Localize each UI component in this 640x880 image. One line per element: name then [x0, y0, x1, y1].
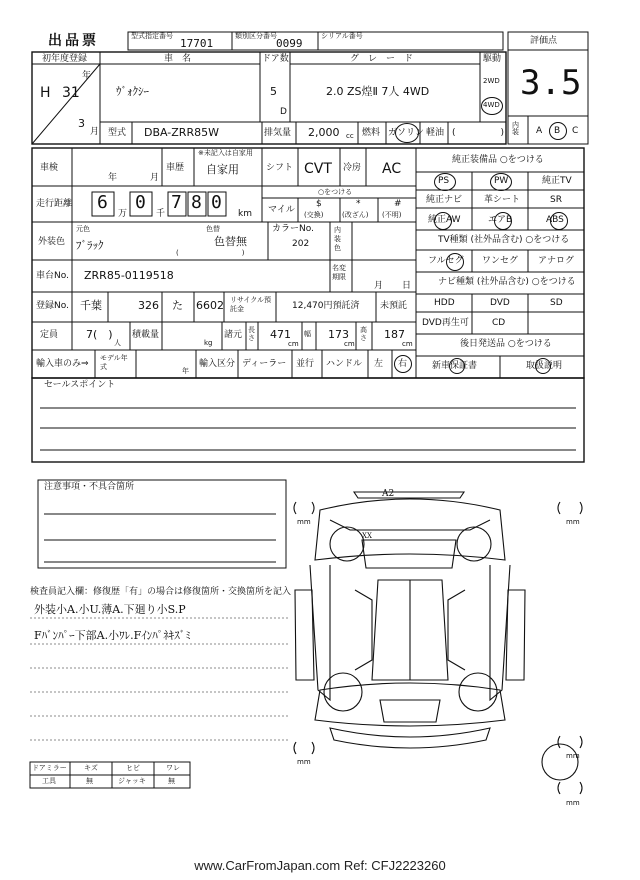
class-no-label: 類別区分番号	[235, 32, 277, 40]
navi-hdd: HDD	[434, 298, 455, 308]
legend-scratch: キズ	[84, 764, 98, 772]
notes-label: 注意事項・不具合箇所	[44, 482, 135, 492]
mileage-exchange-sym: $	[316, 199, 322, 209]
equipment-title: 純正装備品 ○をつける	[452, 155, 544, 165]
fuel-gasoline: ガソリン	[388, 128, 425, 138]
fuel-gasoline-circle	[395, 123, 419, 143]
mileage-digit-4: 8	[191, 192, 202, 213]
name-change-label: 名変期限	[332, 264, 346, 281]
legend-break: ワレ	[166, 764, 180, 772]
fuel-label: 燃料	[362, 128, 381, 138]
load-unit: kg	[204, 339, 213, 347]
equip-aw: 純正AW	[428, 215, 461, 225]
shift-label: シフト	[266, 163, 294, 173]
navi-dvd: DVD	[490, 298, 510, 308]
drive-4wd: 4WD	[483, 101, 500, 109]
mm-front-right: mm	[566, 518, 580, 526]
load-label: 積載量	[132, 330, 160, 340]
type-no-label: 型式指定番号	[131, 32, 173, 40]
mileage-circle-note: ○をつける	[318, 188, 353, 196]
serial-label: シリアル番号	[321, 32, 363, 40]
inspector-note-2: Fﾊﾞﾝﾊﾟｰ下部A.小ﾜﾚ.Fｲﾝﾊﾟﾈｷｽﾞﾐ	[34, 629, 191, 642]
jack-value: 無	[168, 777, 175, 785]
mileage-man: 万	[118, 209, 128, 219]
mileage-digit-3: 7	[171, 192, 182, 213]
inspector-note-1: 外装小A.小U.薄A.下廻り小S.P	[34, 603, 186, 616]
tv-fullseg: フルセグ	[428, 256, 464, 266]
equip-tv: 純正TV	[542, 176, 572, 186]
registration-area: 千葉	[80, 299, 102, 312]
import-label: 輸入車のみ⇒	[36, 359, 89, 369]
score-label: 評価点	[530, 36, 558, 46]
interior-label: 内装	[512, 121, 519, 136]
sales-point-label: セールスポイント	[44, 380, 116, 390]
color-label: 外装色	[38, 237, 66, 247]
history-value: 自家用	[206, 163, 239, 176]
color-code-label: カラーNo.	[272, 224, 314, 234]
equip-leather: 革シート	[484, 195, 521, 205]
not-deposited: 未預託	[380, 301, 408, 311]
model-year-label: モデル年式	[100, 354, 128, 371]
equip-sr: SR	[550, 195, 562, 205]
door-type: D	[280, 107, 287, 117]
class-no: 0099	[276, 37, 303, 50]
mm-front-left: mm	[297, 518, 311, 526]
model-label: 型式	[108, 128, 127, 138]
navi-title: ナビ種類 (社外品含む) ○をつける	[438, 277, 576, 287]
navi-cd: CD	[492, 318, 506, 328]
mileage-sen: 千	[156, 209, 166, 219]
mileage-digit-5: 0	[211, 192, 222, 213]
grade-label: グ レ ー ド	[350, 54, 414, 64]
docs-warranty-circle	[449, 358, 465, 374]
car-name: ｳﾞｫｸｼｰ	[116, 85, 149, 98]
model-year-unit: 年	[182, 367, 189, 375]
tv-fullseg-circle	[446, 253, 464, 271]
recycle-label: リサイクル預託金	[230, 296, 272, 313]
mileage-tamper-sym: *	[356, 199, 361, 209]
capacity-unit: 人	[114, 339, 121, 347]
navi-sd: SD	[550, 298, 563, 308]
jack-label: ジャッキ	[118, 777, 146, 785]
equip-abs-circle	[550, 212, 568, 230]
tv-oneseg: ワンセグ	[482, 256, 519, 266]
mileage-mile: マイル	[268, 205, 295, 215]
equip-ps: PS	[438, 176, 450, 186]
width-unit: cm	[344, 340, 355, 348]
month-unit: 月	[90, 127, 100, 137]
tools-label: 工具	[42, 777, 56, 785]
tv-analog: アナログ	[538, 256, 575, 266]
mileage-unknown-sym: #	[394, 199, 402, 209]
interior-color-label: 内装色	[334, 226, 341, 252]
length-unit: cm	[288, 340, 299, 348]
mileage-digit-1: 6	[97, 192, 108, 213]
equip-abs: ABS	[546, 215, 564, 225]
mm-spare: mm	[566, 799, 580, 807]
model-value: DBA-ZRR85W	[144, 126, 219, 139]
shaken-month-unit: 月	[150, 173, 160, 183]
interior-b-circle	[549, 122, 567, 140]
mileage-label: 走行距離	[36, 199, 73, 209]
equip-pw: PW	[494, 176, 509, 186]
mileage-unit: km	[238, 209, 252, 219]
interior-c: C	[572, 126, 579, 136]
sheet-title: 出品票	[48, 33, 99, 49]
tv-title: TV種類 (社外品含む) ○をつける	[438, 235, 570, 245]
registration-number: 6602	[196, 299, 224, 312]
chassis-no: ZRR85-0119518	[84, 269, 174, 282]
docs-warranty: 新車保証書	[432, 361, 478, 371]
handle-left: 左	[374, 359, 384, 369]
import-dealer: ディーラー	[242, 359, 287, 369]
import-class-label: 輸入区分	[199, 359, 236, 369]
drive-label: 駆動	[483, 54, 502, 64]
mileage-unknown: (不明)	[382, 211, 402, 219]
drive-2wd: 2WD	[483, 77, 500, 85]
fuel-diesel: 軽油	[426, 128, 445, 138]
width-label: 幅	[304, 330, 311, 338]
first-reg-era: H	[40, 85, 51, 101]
shaken-year-unit: 年	[108, 173, 118, 183]
equip-pw-circle	[490, 173, 512, 191]
repaint-value: 色替無	[214, 235, 247, 248]
equip-airbag: エアB	[488, 215, 513, 225]
type-no: 17701	[180, 37, 214, 50]
color-code: 202	[292, 239, 310, 249]
repaint-label: 色替	[206, 225, 220, 233]
width-value: 173	[328, 328, 349, 341]
chassis-label: 車台No.	[36, 271, 69, 281]
displacement-value: 2,000	[308, 126, 340, 139]
equip-navi: 純正ナビ	[426, 195, 463, 205]
docs-manual-circle	[535, 358, 551, 374]
name-change-day: 日	[402, 281, 412, 291]
first-reg-label: 初年度登録	[42, 54, 88, 64]
navi-dvd-play: DVD再生可	[422, 318, 469, 328]
mark-xx: XX	[362, 532, 372, 540]
recycle-value: 12,470円預託済	[292, 301, 360, 311]
doors-value: 5	[270, 85, 277, 98]
registration-label: 登録No.	[36, 301, 69, 311]
length-label: 長さ	[248, 326, 255, 342]
orig-color: ﾌﾞﾗｯｸ	[76, 239, 104, 252]
handle-right: 右	[398, 359, 408, 369]
capacity-value: 7( )	[86, 328, 113, 341]
orig-color-label: 元色	[76, 225, 90, 233]
import-parallel: 並行	[296, 359, 315, 369]
docs-title: 後日発送品 ○をつける	[460, 339, 552, 349]
mileage-tamper: (改ざん)	[342, 211, 369, 219]
first-reg-month: 3	[78, 117, 85, 130]
registration-kana: た	[172, 299, 183, 312]
interior-b: B	[554, 126, 561, 136]
repaint-paren: ( )	[176, 249, 245, 257]
car-diagram	[294, 489, 582, 794]
mm-rear-right: mm	[566, 752, 580, 760]
ac-value: AC	[382, 161, 402, 177]
registration-class: 326	[138, 299, 159, 312]
equip-ps-circle	[434, 173, 456, 191]
dimensions-label: 諸元	[224, 330, 243, 340]
displacement-label: 排気量	[264, 128, 292, 138]
mark-a2: A2	[382, 489, 395, 499]
history-label: 車歴	[166, 163, 185, 173]
doors-label: ドア数	[262, 54, 289, 64]
car-name-label: 車 名	[164, 54, 192, 64]
score-value: 3.5	[520, 63, 582, 103]
equip-airbag-circle	[494, 212, 512, 230]
inspector-label: 検査員記入欄：修復歴「有」の場合は修復箇所・交換箇所を記入	[30, 587, 292, 597]
history-note: ※未記入は自家用	[198, 149, 253, 157]
first-reg-year: 31	[62, 85, 80, 101]
mileage-digit-2: 0	[135, 192, 146, 213]
ac-label: 冷房	[343, 163, 362, 173]
footer-watermark: www.CarFromJapan.com Ref: CFJ2223260	[194, 858, 446, 873]
docs-manual: 取扱説明	[526, 361, 563, 371]
tools-value: 無	[86, 777, 93, 785]
length-value: 471	[270, 328, 291, 341]
interior-a: A	[536, 126, 543, 136]
displacement-unit: cc	[346, 132, 354, 140]
mm-rear-left: mm	[297, 758, 311, 766]
shaken-label: 車検	[40, 163, 59, 173]
legend-crack: ヒビ	[126, 764, 140, 772]
fuel-other: ( )	[452, 128, 505, 138]
year-unit: 年	[82, 71, 92, 81]
handle-right-circle	[394, 355, 412, 373]
height-unit: cm	[402, 340, 413, 348]
mileage-exchange: (交換)	[304, 211, 324, 219]
height-label: 高さ	[360, 326, 367, 342]
name-change-month: 月	[374, 281, 384, 291]
height-value: 187	[384, 328, 405, 341]
handle-label: ハンドル	[326, 359, 363, 369]
shift-value: CVT	[304, 161, 332, 177]
legend-mirror: ドアミラー	[32, 764, 67, 772]
grade-value: 2.0 ZS煌Ⅱ 7人 4WD	[326, 85, 430, 98]
equip-aw-circle	[434, 212, 452, 230]
drive-4wd-circle	[481, 97, 503, 115]
capacity-label: 定員	[40, 330, 59, 340]
